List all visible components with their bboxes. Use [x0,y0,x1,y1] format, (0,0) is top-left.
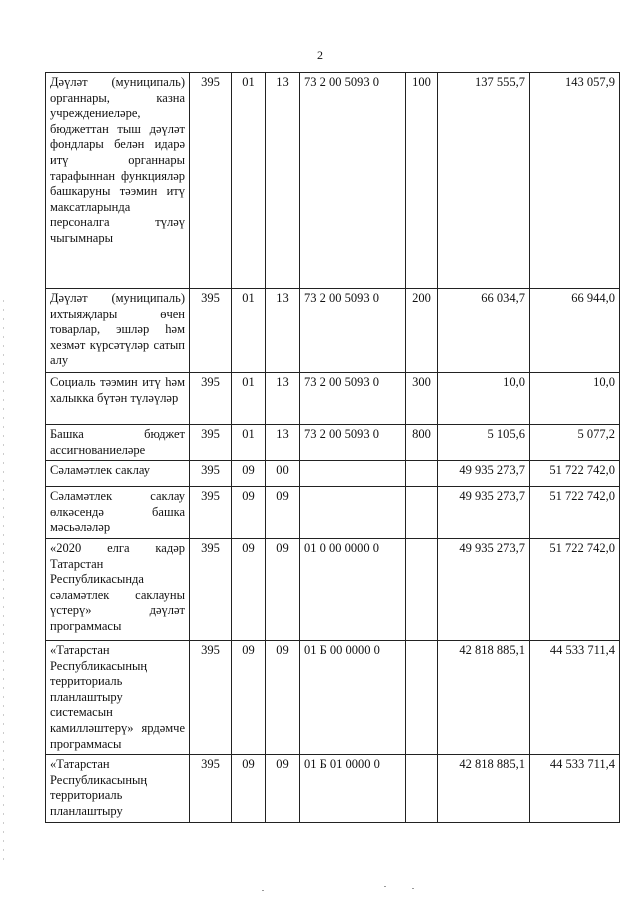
scan-edge-line [3,300,4,860]
row-section-code: 09 [232,487,266,539]
row-subsection-code: 13 [266,73,300,289]
row-amount-year1: 42 818 885,1 [438,755,530,822]
row-name: Дәүләт (муниципаль) органнары, казна учреждениеләре, бюджеттан тыш дәүләт фондлары белән идарә итү органнары тарафыннан функцияләр башкаруны тәэмин итү максатларында персоналга түләү чыгымнары [46,73,190,289]
row-expense-type: 300 [406,373,438,425]
budget-table [45,72,620,823]
row-expense-type [406,487,438,539]
row-amount-year2: 10,0 [530,373,620,425]
table-row [46,487,620,539]
row-amount-year1: 49 935 273,7 [438,538,530,640]
row-expense-type [406,640,438,754]
row-subsection-code: 09 [266,487,300,539]
row-admin-code: 395 [190,373,232,425]
row-subsection-code: 09 [266,640,300,754]
row-admin-code: 395 [190,461,232,487]
row-section-code: 01 [232,373,266,425]
table-row [46,289,620,373]
row-amount-year2: 51 722 742,0 [530,538,620,640]
row-subsection-code: 09 [266,755,300,822]
row-amount-year1: 49 935 273,7 [438,487,530,539]
row-expense-type [406,461,438,487]
row-section-code: 09 [232,461,266,487]
row-name: «2020 елга кадәр Татарстан Республикасында сәламәтлек саклауны үстерү» дәүләт программасы [46,538,190,640]
row-subsection-code: 13 [266,373,300,425]
row-amount-year1: 42 818 885,1 [438,640,530,754]
row-target-article: 01 Б 01 0000 0 [300,755,406,822]
row-name: Башка бюджет ассигнованиеләре [46,425,190,461]
row-name: Сәламәтлек саклау [46,461,190,487]
table-row [46,461,620,487]
row-target-article [300,487,406,539]
row-expense-type [406,538,438,640]
row-subsection-code: 13 [266,425,300,461]
row-section-code: 09 [232,640,266,754]
row-admin-code: 395 [190,640,232,754]
row-target-article: 73 2 00 5093 0 [300,425,406,461]
row-amount-year2: 44 533 711,4 [530,755,620,822]
row-section-code: 01 [232,73,266,289]
row-amount-year2: 5 077,2 [530,425,620,461]
table-row [46,425,620,461]
page-number: 2 [317,48,323,62]
row-section-code: 01 [232,425,266,461]
scan-speck [384,886,386,887]
row-subsection-code: 00 [266,461,300,487]
row-expense-type [406,755,438,822]
table-row [46,538,620,640]
table-row [46,373,620,425]
row-amount-year2: 44 533 711,4 [530,640,620,754]
row-name: Дәүләт (муниципаль) ихтыяҗлары өчен товарлар, эшләр һәм хезмәт күрсәтүләр сатып алу [46,289,190,373]
table-row [46,640,620,754]
row-admin-code: 395 [190,73,232,289]
row-subsection-code: 13 [266,289,300,373]
row-amount-year1: 5 105,6 [438,425,530,461]
scan-speck [412,888,414,889]
row-expense-type: 800 [406,425,438,461]
row-amount-year1: 66 034,7 [438,289,530,373]
row-amount-year1: 10,0 [438,373,530,425]
row-name: Социаль тәэмин итү һәм халыкка бүтән түләүләр [46,373,190,425]
row-amount-year2: 66 944,0 [530,289,620,373]
row-admin-code: 395 [190,538,232,640]
row-amount-year2: 143 057,9 [530,73,620,289]
row-subsection-code: 09 [266,538,300,640]
row-target-article: 01 Б 00 0000 0 [300,640,406,754]
row-section-code: 09 [232,538,266,640]
row-amount-year2: 51 722 742,0 [530,487,620,539]
table-row [46,73,620,289]
row-admin-code: 395 [190,755,232,822]
row-admin-code: 395 [190,425,232,461]
row-amount-year2: 51 722 742,0 [530,461,620,487]
row-name: Сәламәтлек саклау өлкәсендә башка мәсьәләләр [46,487,190,539]
row-target-article: 73 2 00 5093 0 [300,73,406,289]
row-expense-type: 100 [406,73,438,289]
row-amount-year1: 49 935 273,7 [438,461,530,487]
row-admin-code: 395 [190,487,232,539]
row-expense-type: 200 [406,289,438,373]
table-row [46,755,620,822]
row-section-code: 01 [232,289,266,373]
scan-speck [262,890,264,891]
row-target-article: 01 0 00 0000 0 [300,538,406,640]
row-amount-year1: 137 555,7 [438,73,530,289]
row-admin-code: 395 [190,289,232,373]
row-name: «Татарстан Республикасының территориаль планлаштыру [46,755,190,822]
row-section-code: 09 [232,755,266,822]
row-name: «Татарстан Республикасының территориаль планлаштыру системасын камилләштерү» ярдәмче программасы [46,640,190,754]
row-target-article: 73 2 00 5093 0 [300,373,406,425]
row-target-article: 73 2 00 5093 0 [300,289,406,373]
row-target-article [300,461,406,487]
